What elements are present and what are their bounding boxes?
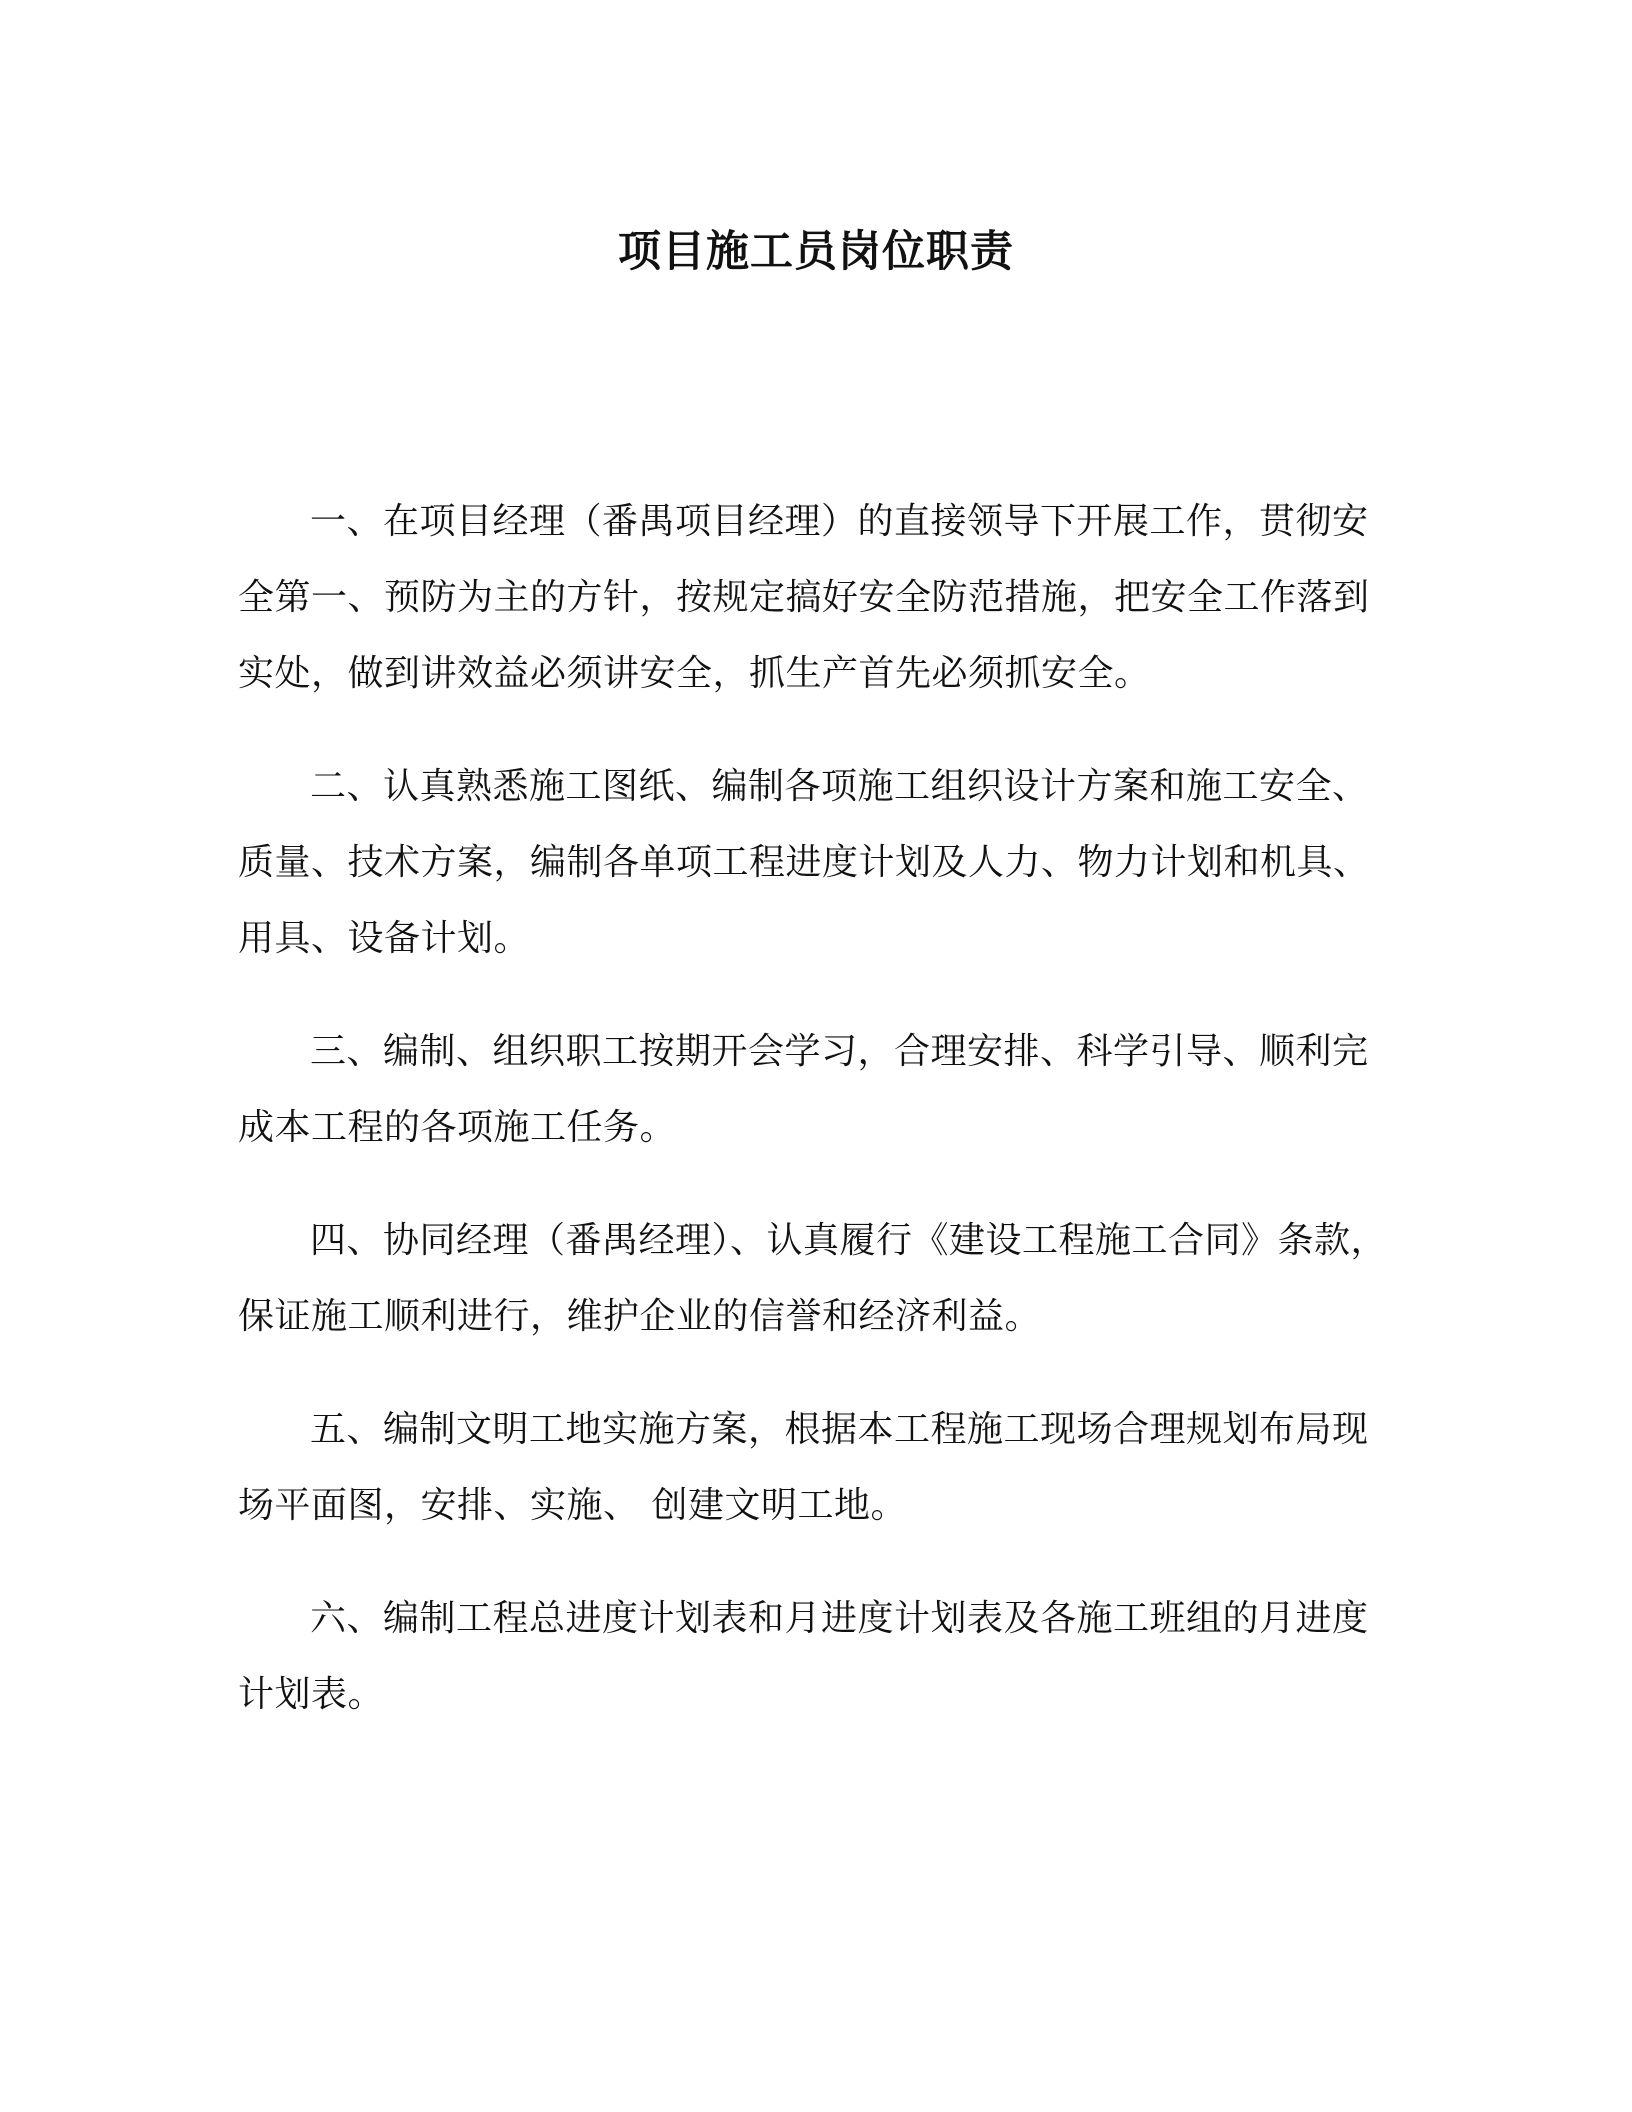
- document-body: [238, 484, 1394, 1770]
- paragraph-6: 六、编制工程总进度计划表和月进度计划表及各施工班组的月进度计划表。: [238, 1598, 1369, 1715]
- paragraph-4: 四、协同经理（番禺经理）、认真履行《建设工程施工合同》条款，保证施工顺利进行，维护企业的信誉和经济利益。: [238, 1220, 1388, 1337]
- paragraph-5: 五、编制文明工地实施方案，根据本工程施工现场合理规划布局现场平面图，安排、实施、 创建文明工地。: [238, 1409, 1369, 1526]
- document-title: 项目施工员岗位职责: [618, 227, 1014, 277]
- paragraph-2: 二、认真熟悉施工图纸、编制各项施工组织设计方案和施工安全、质量、技术方案，编制各单项工程进度计划及人力、物力计划和机具、用具、设备计划。: [238, 766, 1370, 959]
- paragraph-3: 三、编制、组织职工按期开会学习，合理安排、科学引导、顺利完成本工程的各项施工任务。: [238, 1031, 1369, 1148]
- paragraph-1: 一、在项目经理（番禺项目经理）的直接领导下开展工作，贯彻安全第一、预防为主的方针，按规定搞好安全防范措施，把安全工作落到实处，做到讲效益必须讲安全，抓生产首先必须抓安全。: [238, 501, 1370, 694]
